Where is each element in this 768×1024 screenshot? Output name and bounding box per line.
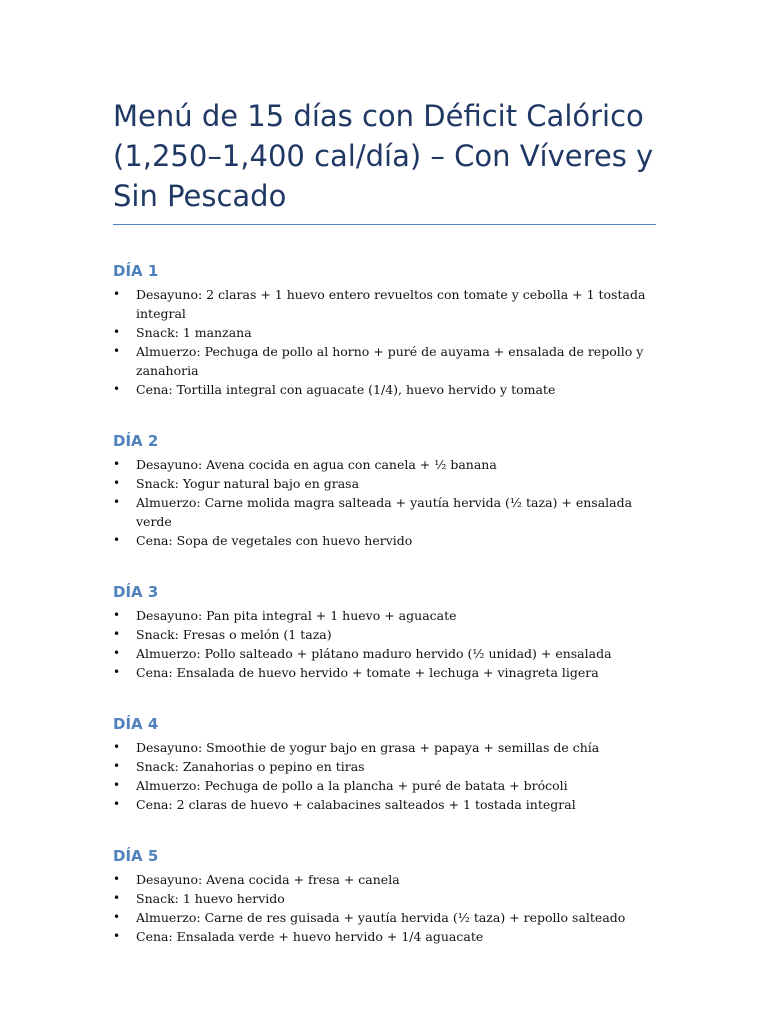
meal-text: Cena: Ensalada verde + huevo hervido + 1/4 aguacate (136, 929, 484, 944)
meal-list (113, 285, 656, 399)
day-heading: DÍA 4 (113, 715, 159, 733)
meal-text: Almuerzo: Carne molida magra salteada + yautía hervida (½ taza) + ensalada verde (136, 495, 633, 529)
meal-text: Snack: 1 huevo hervido (136, 891, 285, 906)
day-heading: DÍA 2 (113, 432, 159, 450)
bullet-icon: • (113, 495, 121, 509)
meal-text: Cena: Ensalada de huevo hervido + tomate + lechuga + vinagreta ligera (136, 665, 599, 680)
meal-text: Snack: 1 manzana (136, 325, 252, 340)
day-heading: DÍA 5 (113, 847, 159, 865)
bullet-icon: • (113, 476, 121, 490)
day-section-3 (113, 582, 656, 682)
meal-text: Almuerzo: Pechuga de pollo al horno + puré de auyama + ensalada de repollo y zanahoria (136, 344, 644, 378)
list-item (113, 531, 656, 550)
day-section-4 (113, 714, 656, 814)
meal-text: Desayuno: Pan pita integral + 1 huevo + aguacate (136, 608, 457, 623)
list-item (113, 795, 656, 814)
list-item (113, 493, 656, 531)
list-item (113, 776, 656, 795)
list-item (113, 927, 656, 946)
list-item (113, 908, 656, 927)
document-page (113, 96, 656, 946)
list-item (113, 323, 656, 342)
bullet-icon: • (113, 344, 121, 358)
bullet-icon: • (113, 287, 121, 301)
list-item (113, 738, 656, 757)
document-title: Menú de 15 días con Déficit Calórico (1,250–1,400 cal/día) – Con Víveres y Sin Pescado (113, 96, 656, 225)
meal-list (113, 455, 656, 550)
meal-text: Desayuno: Avena cocida en agua con canela + ½ banana (136, 457, 497, 472)
meal-text: Desayuno: Smoothie de yogur bajo en grasa + papaya + semillas de chía (136, 740, 600, 755)
meal-text: Almuerzo: Pollo salteado + plátano maduro hervido (½ unidad) + ensalada (136, 646, 612, 661)
bullet-icon: • (113, 457, 121, 471)
meal-text: Cena: 2 claras de huevo + calabacines salteados + 1 tostada integral (136, 797, 576, 812)
list-item (113, 285, 656, 323)
meal-list (113, 606, 656, 682)
bullet-icon: • (113, 665, 121, 679)
list-item (113, 380, 656, 399)
list-item (113, 889, 656, 908)
bullet-icon: • (113, 533, 121, 547)
bullet-icon: • (113, 910, 121, 924)
bullet-icon: • (113, 382, 121, 396)
meal-text: Snack: Fresas o melón (1 taza) (136, 627, 332, 642)
list-item (113, 625, 656, 644)
list-item (113, 870, 656, 889)
bullet-icon: • (113, 778, 121, 792)
day-heading: DÍA 1 (113, 262, 159, 280)
bullet-icon: • (113, 646, 121, 660)
meal-list (113, 738, 656, 814)
day-section-5 (113, 846, 656, 946)
meal-text: Cena: Tortilla integral con aguacate (1/4), huevo hervido y tomate (136, 382, 556, 397)
bullet-icon: • (113, 759, 121, 773)
list-item (113, 757, 656, 776)
bullet-icon: • (113, 872, 121, 886)
meal-text: Almuerzo: Pechuga de pollo a la plancha + puré de batata + brócoli (136, 778, 568, 793)
list-item (113, 644, 656, 663)
bullet-icon: • (113, 891, 121, 905)
day-section-2 (113, 431, 656, 550)
bullet-icon: • (113, 325, 121, 339)
list-item (113, 663, 656, 682)
meal-text: Snack: Yogur natural bajo en grasa (136, 476, 360, 491)
meal-text: Desayuno: Avena cocida + fresa + canela (136, 872, 400, 887)
days-list (113, 261, 656, 946)
list-item (113, 342, 656, 380)
day-heading: DÍA 3 (113, 583, 159, 601)
meal-list (113, 870, 656, 946)
meal-text: Snack: Zanahorias o pepino en tiras (136, 759, 365, 774)
bullet-icon: • (113, 740, 121, 754)
list-item (113, 606, 656, 625)
bullet-icon: • (113, 608, 121, 622)
bullet-icon: • (113, 929, 121, 943)
bullet-icon: • (113, 797, 121, 811)
meal-text: Almuerzo: Carne de res guisada + yautía hervida (½ taza) + repollo salteado (136, 910, 626, 925)
bullet-icon: • (113, 627, 121, 641)
meal-text: Desayuno: 2 claras + 1 huevo entero revueltos con tomate y cebolla + 1 tostada integral (136, 287, 646, 321)
day-section-1 (113, 261, 656, 399)
list-item (113, 455, 656, 474)
meal-text: Cena: Sopa de vegetales con huevo hervido (136, 533, 413, 548)
list-item (113, 474, 656, 493)
